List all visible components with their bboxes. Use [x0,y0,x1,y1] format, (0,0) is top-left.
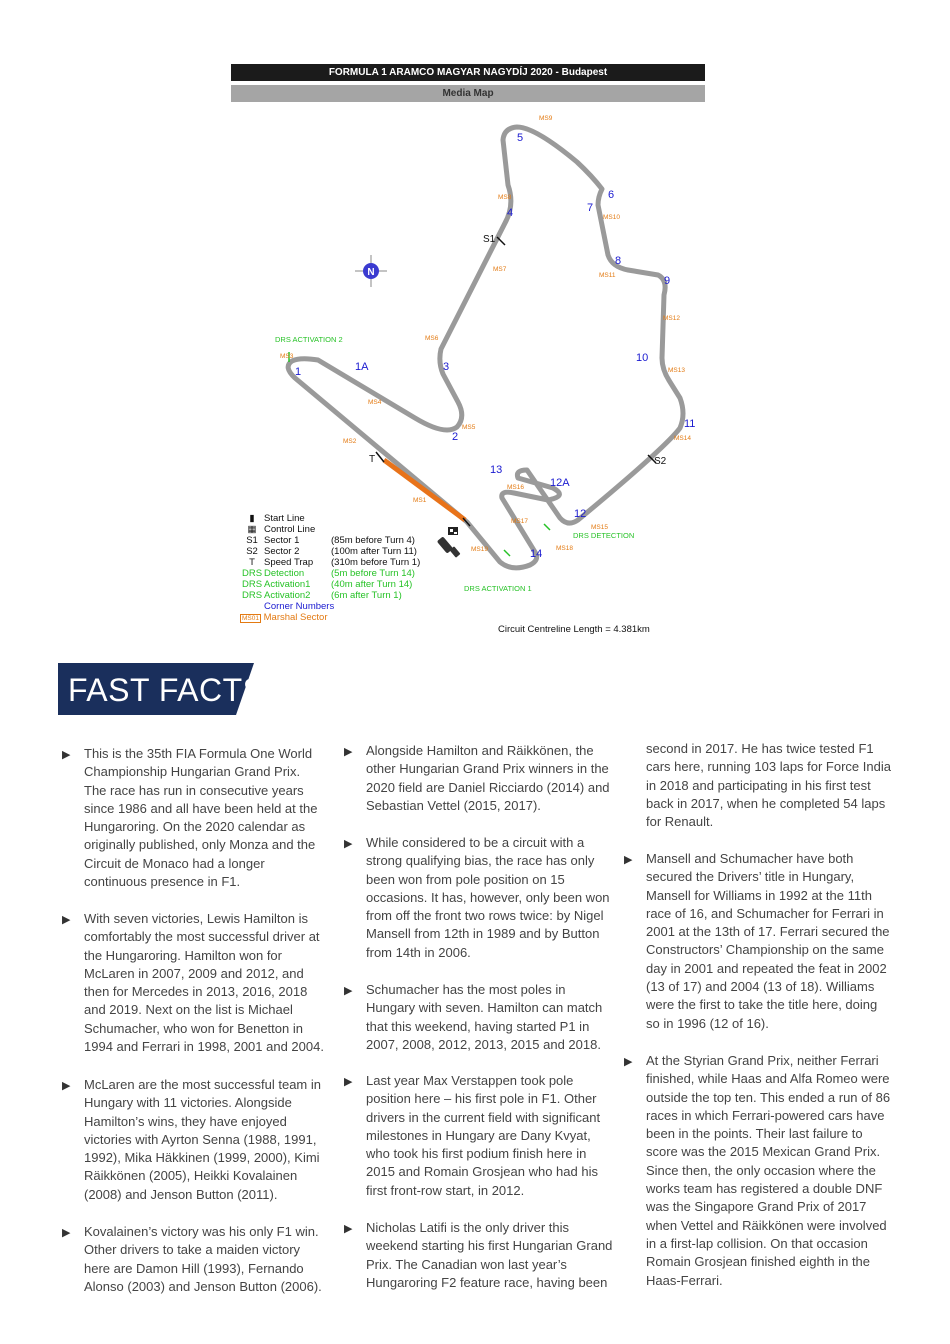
corner-12: 12 [574,508,587,520]
drs-detection-label: DRS DETECTION [573,531,635,540]
corner-13: 13 [490,464,503,476]
corner-12a: 12A [550,477,570,489]
fast-facts-title: FAST FACTS [68,672,265,708]
fact-item: ▶ Kovalainen’s victory was his only F1 win. Other drivers to take a maiden victory here are Damon Hill (1993), Fernando Alonso (2003) and Jenson Button (2006). [62,1224,322,1294]
corner-9: 9 [664,275,671,287]
legend-control: ▦ Control Line [240,524,420,535]
corner-3: 3 [443,361,450,373]
triangle-bullet-icon: ▶ [624,1056,633,1068]
legend-start: ▮ Start Line [240,513,420,524]
ms10: MS10 [603,214,620,221]
ms17: MS17 [511,518,528,525]
drs-activation2-label: DRS ACTIVATION 2 [275,335,343,344]
ms3: MS3 [280,353,294,360]
legend-drs-activation2: DRS Activation2 (6m after Turn 1) [241,590,402,601]
triangle-bullet-icon: ▶ [62,749,71,761]
circuit-map [0,0,950,650]
fact-item: ▶ With seven victories, Lewis Hamilton is comfortably the most successful driver at the Hungaroring. Hamilton won for McLaren in 2007, 2009 and 2012, and then for Mercedes in 2013, 2016, 2018 and 2019. Next on the list is Michael Schumacher, who won for Benetton in 1994 and Ferrari in 1998, 2001 and 2004. [62,911,324,1055]
corner-8: 8 [615,255,622,267]
corner-2: 2 [452,431,459,443]
ms4: MS4 [368,399,382,406]
ms14: MS14 [674,435,691,442]
ms19: MS19 [471,546,488,553]
ms9: MS9 [539,115,553,122]
ms13: MS13 [668,367,685,374]
drs-activation1-line [504,550,510,556]
fact-item: ▶ McLaren are the most successful team in Hungary with 11 victories. Alongside Hamilton’s wins, they have enjoyed victories with Ayrton Senna (1988, 1991, 1992), Mika Häkkinen (1999, 2000), Kimi Räikkönen (2005), Heikki Kovalainen (2008) and Jenson Button (2011). [62,1077,321,1202]
race-car-icon [437,536,461,557]
corner-labels [295,132,695,560]
triangle-bullet-icon: ▶ [344,985,353,997]
legend-drs-detection: DRS Detection (5m before Turn 14) [241,568,415,579]
sector2-label: S2 [654,456,667,467]
legend-t: T Speed Trap (310m before Turn 1) [249,557,421,568]
corner-7: 7 [587,202,594,214]
triangle-bullet-icon: ▶ [62,1080,71,1092]
start-flag-icon [448,527,458,535]
start-line-icon: ▮ [249,513,255,524]
ms15: MS15 [591,524,608,531]
track-outline [288,127,683,568]
corner-1: 1 [295,366,302,378]
legend-marshal: MS01 Marshal Sector [242,612,328,623]
corner-11: 11 [684,418,696,430]
ms5: MS5 [462,424,476,431]
media-map-bar: Media Map [231,85,705,102]
legend-corner-numbers: Corner Numbers [264,601,335,612]
triangle-bullet-icon: ▶ [62,1227,71,1239]
triangle-bullet-icon: ▶ [344,838,353,850]
fact-item: ▶ Alongside Hamilton and Räikkönen, the other Hungarian Grand Prix winners in the 2020 field are Daniel Ricciardo (2014) and Sebastian Vettel (2015, 2017). [344,743,610,813]
triangle-bullet-icon: ▶ [624,854,633,866]
ms16: MS16 [507,484,524,491]
ms11: MS11 [599,272,616,279]
ms2: MS2 [343,438,357,445]
ms6: MS6 [425,335,439,342]
corner-14: 14 [530,548,543,560]
fact-item: ▶ Last year Max Verstappen took pole position here – his first pole in F1. Other drivers in the current field with significant milestones in Hungary are Dany Kvyat, who took his first podium finish here in 2015 and Romain Grosjean who had his first front-row start, in 2012. [344,1073,601,1198]
fact-continuation: second in 2017. He has twice tested F1 cars here, running 103 laps for Force India in 2018 and participating in his first test back in 2017, when he completed 54 laps for Renault. [646,741,891,830]
triangle-bullet-icon: ▶ [344,1223,353,1235]
circuit-length: Circuit Centreline Length = 4.381km [498,624,650,635]
triangle-bullet-icon: ▶ [344,1076,353,1088]
legend-drs-activation1: DRS Activation1 (40m after Turn 14) [241,579,413,590]
triangle-bullet-icon: ▶ [62,914,71,926]
ms12: MS12 [663,315,680,322]
sector1-label: S1 [483,234,496,245]
fact-item: ▶ At the Styrian Grand Prix, neither Ferrari finished, while Haas and Alfa Romeo were outside the top ten. This ended a run of 86 races in which Ferrari-powered cars have been in the points. Their last failure to score was the 2015 Mexican Grand Prix. Since then, the only occasion where the works team has registered a double DNF was the Singapore Grand Prix of 2017 when Vettel and Räikkönen were involved in a first-lap collision. On that occasion Romain Grosjean finished eighth in the Haas-Ferrari. [624,1053,891,1288]
legend-s1: S1 Sector 1 (85m before Turn 4) [246,535,415,546]
fact-item: ▶ Nicholas Latifi is the only driver this weekend starting his first Hungarian Grand Prix. The Canadian won last year’s Hungaroring F2 feature race, having been [344,1220,613,1290]
fact-item: ▶ Schumacher has the most poles in Hungary with seven. Hamilton can match that this weekend, having started P1 in 2007, 2008, 2012, 2013, 2015 and 2018. [344,982,603,1052]
corner-5: 5 [517,132,524,144]
ms7: MS7 [493,266,507,273]
corner-1a: 1A [355,361,369,373]
legend-s2: S2 Sector 2 (100m after Turn 11) [246,546,417,557]
marshal-sector-labels [280,115,691,553]
fact-item: ▶ This is the 35th FIA Formula One World Championship Hungarian Grand Prix. The race has run in consecutive years since 1986 and all have been held at the Hungaroring. On the 2020 calendar as originally published, only Monza and the Circuit de Monaco had a longer continuous presence in F1. [62,746,318,890]
speed-trap-section [384,460,465,520]
fact-item: ▶ While considered to be a circuit with a strong qualifying bias, the race has only been won from pole position on 15 occasions. It has, however, only been won from off the front two rows twice: by Nigel Mansell from 12th in 1989 and by Button from 14th in 2006. [344,835,610,960]
drs-activation1-label: DRS ACTIVATION 1 [464,584,532,593]
corner-10: 10 [636,352,649,364]
fact-item: ▶ Mansell and Schumacher have both secured the Drivers’ title in Hungary, Mansell for Williams in 1992 at the 11th race of 16, and Schumacher for Ferrari in 2001 at the 13th of 17. Ferrari secured the Constructors’ Championship on the same day in 2001 and repeated the feat in 2002 (13 of 17) and 2004 (13 of 18). Williams were the first to take the title here, doing so in 1996 (12 of 16). [624,851,890,1031]
speed-trap-label: T [369,454,376,465]
drs-detection-line [544,524,550,530]
map-legend [240,513,420,623]
event-title-bar: FORMULA 1 ARAMCO MAGYAR NAGYDÍJ 2020 - Budapest [231,64,705,81]
compass-n-label: N [367,267,375,278]
ms8: MS8 [498,194,512,201]
chequered-flag-icon: ▦ [247,524,257,535]
triangle-bullet-icon: ▶ [344,746,353,758]
ms1: MS1 [413,497,427,504]
corner-6: 6 [608,189,615,201]
ms18: MS18 [556,545,573,552]
corner-4: 4 [507,207,514,219]
